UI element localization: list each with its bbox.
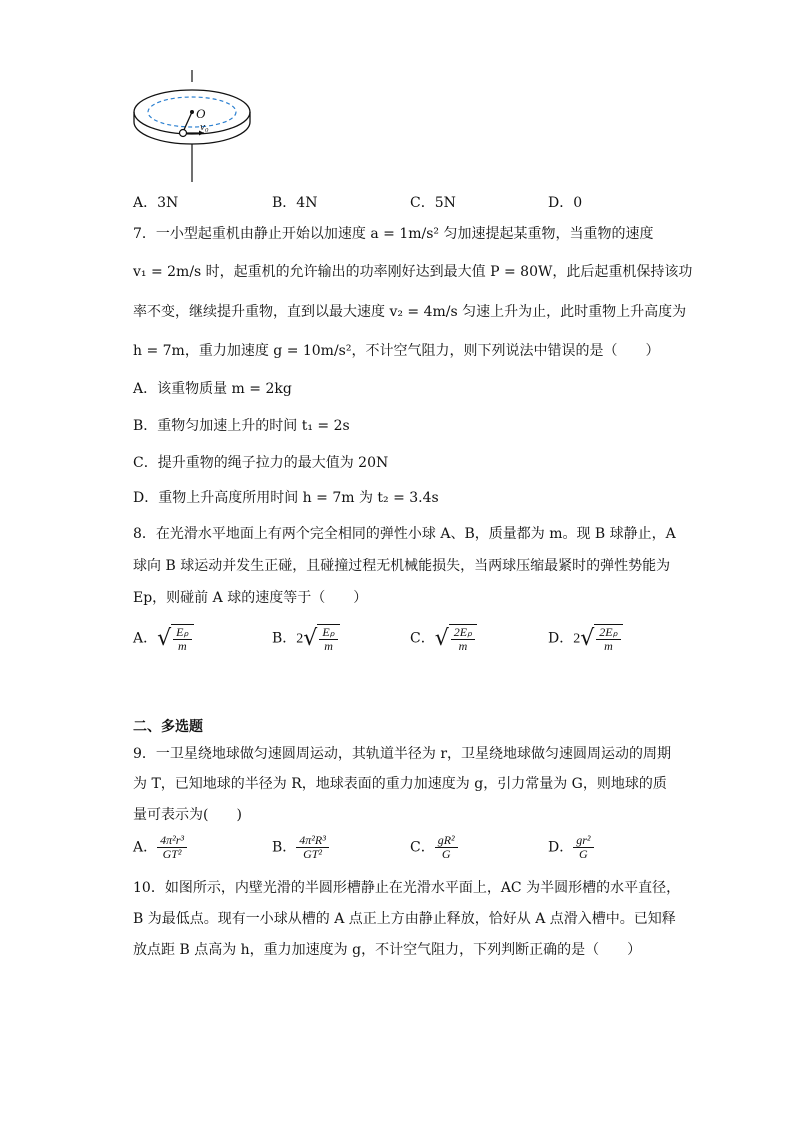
sqrt-expression: √ $\frac{\text{Eₚ}}{m}$ xyxy=(157,624,194,653)
q10-line-2: B 为最低点。现有一小球从槽的 A 点正上方由静止释放，恰好从 A 点滑入槽中。已知释 xyxy=(133,911,676,927)
label-O: O xyxy=(196,106,206,121)
q9-option-b-num: 4π²R³ xyxy=(296,834,329,848)
q8-option-d-label: D． xyxy=(548,630,574,647)
q8-option-b-label: B． xyxy=(272,630,297,647)
section-title-multiple-choice: 二、多选题 xyxy=(133,719,203,735)
q8-option-b-num: Eₚ xyxy=(319,626,337,640)
q8-option-a-label: A． xyxy=(133,630,158,647)
q9-option-c-label: C． xyxy=(410,839,435,856)
q6-option-d: D．0 xyxy=(548,195,583,211)
q7-option-b: B．重物匀加速上升的时间 t₁ = 2s xyxy=(133,418,350,434)
q9-line-2: 为 T，已知地球的半径为 R，地球表面的重力加速度为 g，引力常量为 G，则地球的质 xyxy=(133,776,667,792)
q8-option-d xyxy=(548,624,623,653)
q8-option-b-den: m xyxy=(324,639,333,653)
q8-option-b xyxy=(272,624,340,653)
q10-line-1: 10．如图所示，内壁光滑的半圆形槽静止在光滑水平面上，AC 为半圆形槽的水平直径， xyxy=(133,880,681,896)
q8-option-c-den: m xyxy=(458,639,468,653)
q9-line-1: 9．一卫星绕地球做匀速圆周运动，其轨道半径为 r，卫星绕地球做匀速圆周运动的周期 xyxy=(133,746,672,762)
q7-line-4: h = 7m，重力加速度 g = 10m/s²，不计空气阻力，则下列说法中错误的是（ ） xyxy=(133,343,660,359)
q8-option-c-label: C． xyxy=(410,630,435,647)
sqrt-expression: √ $\frac{\text{2Eₚ}}{m}$ xyxy=(580,624,623,653)
q9-line-3: 量可表示为( ) xyxy=(133,807,242,823)
q8-option-d-coef: 2 xyxy=(573,631,581,647)
q8-line-3: Ep，则碰前 A 球的速度等于（ ） xyxy=(133,590,368,606)
q8-option-d-den: m xyxy=(604,639,613,653)
q9-option-d xyxy=(548,834,594,861)
sqrt-expression: √ $\frac{\text{Eₚ}}{m}$ xyxy=(303,624,340,653)
q9-option-a-num: 4π²r³ xyxy=(157,834,187,848)
q9-option-b-label: B． xyxy=(272,839,297,856)
q9-option-c-den: G xyxy=(441,847,451,861)
q7-option-d: D．重物上升高度所用时间 h = 7m 为 t₂ = 3.4s xyxy=(133,490,439,506)
q8-option-b-coef: 2 xyxy=(296,631,304,647)
q9-option-c xyxy=(410,834,458,861)
q6-option-a: A．3N xyxy=(133,195,179,211)
ball xyxy=(180,130,187,137)
q7-option-a: A．该重物质量 m = 2kg xyxy=(133,381,292,397)
q6-option-c: C．5N xyxy=(410,195,456,211)
q7-line-3: 率不变，继续提升重物，直到以最大速度 v₂ = 4m/s 匀速上升为止，此时重物上升高度为 xyxy=(133,304,687,320)
q9-option-a-label: A． xyxy=(133,839,158,856)
q8-option-a xyxy=(133,624,194,653)
q9-option-b-den: GT² xyxy=(303,847,323,861)
q10-line-3: 放点距 B 点高为 h，重力加速度为 g，不计空气阻力，下列判断正确的是（ ） xyxy=(133,942,642,958)
q9-option-d-den: G xyxy=(579,847,588,861)
q7-line-1: 7．一小型起重机由静止开始以加速度 a = 1m/s² 匀加速提起某重物，当重物的速度 xyxy=(133,226,654,242)
q8-option-c xyxy=(410,624,477,653)
q8-option-d-num: 2Eₚ xyxy=(596,626,620,640)
q8-option-c-num: 2Eₚ xyxy=(451,626,475,640)
rotating-disk-figure xyxy=(130,70,260,182)
q7-line-2: v₁ = 2m/s 时，起重机的允许输出的功率刚好达到最大值 P = 80W，此后起重机保持该功 xyxy=(133,264,693,280)
q8-line-1: 8．在光滑水平地面上有两个完全相同的弹性小球 A、B，质量都为 m。现 B 球静止，A xyxy=(133,526,676,542)
q8-option-a-den: m xyxy=(178,639,187,653)
q7-option-c: C．提升重物的绳子拉力的最大值为 20N xyxy=(133,455,389,471)
q9-option-d-num: gr² xyxy=(573,834,593,848)
q6-option-b: B．4N xyxy=(272,195,318,211)
sqrt-expression: √ $\frac{\text{2Eₚ}}{m}$ xyxy=(435,624,478,653)
q8-option-a-num: Eₚ xyxy=(173,626,191,640)
q9-option-c-num: gR² xyxy=(435,834,458,848)
center-point xyxy=(190,110,194,114)
label-v0: v₀ xyxy=(200,121,209,133)
q8-line-2: 球向 B 球运动并发生正碰，且碰撞过程无机械能损失，当两球压缩最紧时的弹性势能为 xyxy=(133,558,671,574)
q9-option-d-label: D． xyxy=(548,839,574,856)
q9-option-b xyxy=(272,834,329,861)
q9-option-a-den: GT² xyxy=(162,847,182,861)
q9-option-a xyxy=(133,834,187,861)
